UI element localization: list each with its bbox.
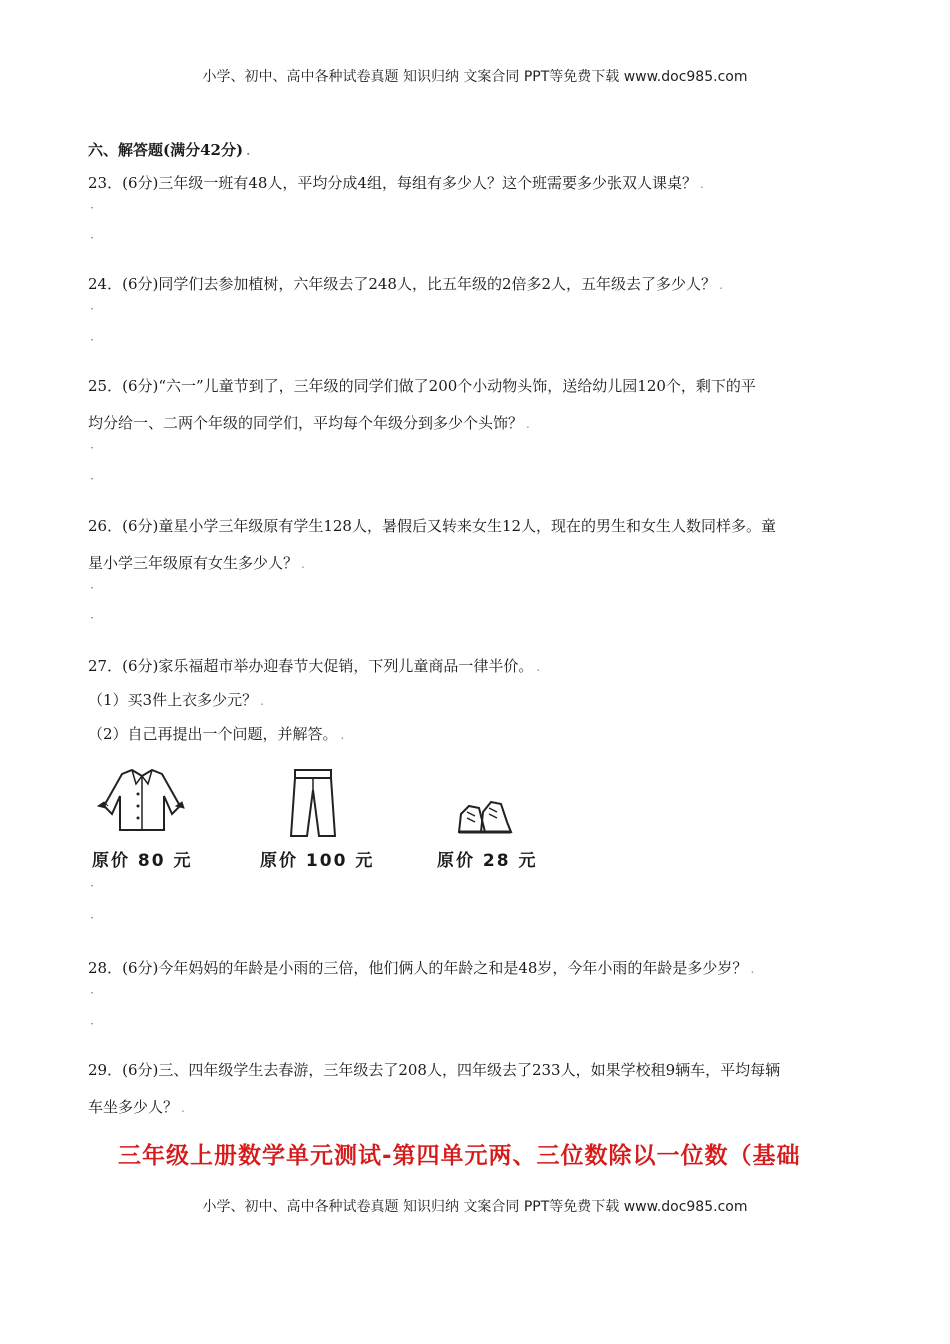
next-unit-title: 三年级上册数学单元测试-第四单元两、三位数除以一位数（基础 xyxy=(118,1143,801,1169)
para-mark: · xyxy=(90,333,94,347)
question-26-line1: 26．(6分)童星小学三年级原有学生128人，暑假后又转来女生12人，现在的男生和女生人数同样多。童 xyxy=(88,517,777,535)
para-mark: · xyxy=(90,911,94,925)
question-25-line2: 均分给一、二两个年级的同学们，平均每个年级分到多少个头饰？ . xyxy=(88,414,530,432)
question-27: 27．(6分)家乐福超市举办迎春节大促销，下列儿童商品一律半价。 . xyxy=(88,657,541,675)
page-header: 小学、初中、高中各种试卷真题 知识归纳 文案合同 PPT等免费下载 www.doc985.com xyxy=(202,69,748,85)
question-24: 24．(6分)同学们去参加植树，六年级去了248人，比五年级的2倍多2人，五年级去了多少人？ . xyxy=(88,275,723,293)
question-27-sub2: （2）自己再提出一个问题，并解答。 . xyxy=(88,725,345,743)
jacket-icon xyxy=(92,766,192,836)
question-28: 28．(6分)今年妈妈的年龄是小雨的三倍，他们俩人的年龄之和是48岁，今年小雨的年龄是多少岁？ . xyxy=(88,959,755,977)
question-29-line1: 29．(6分)三、四年级学生去春游，三年级去了208人，四年级去了233人，如果学校租9辆车，平均每辆 xyxy=(88,1061,781,1079)
para-mark: · xyxy=(90,611,94,625)
para-mark: · xyxy=(90,472,94,486)
pants-icon xyxy=(283,766,343,838)
question-23: 23．(6分)三年级一班有48人，平均分成4组，每组有多少人？这个班需要多少张双人课桌？ . xyxy=(88,174,704,192)
shoes-price: 原价 28 元 xyxy=(437,851,538,871)
para-mark: · xyxy=(90,302,94,316)
para-mark: · xyxy=(90,441,94,455)
page-footer: 小学、初中、高中各种试卷真题 知识归纳 文案合同 PPT等免费下载 www.doc985.com xyxy=(202,1199,748,1215)
pants-price: 原价 100 元 xyxy=(260,851,375,871)
question-25-line1: 25．(6分)“六一”儿童节到了，三年级的同学们做了200个小动物头饰，送给幼儿园120个，剩下的平 xyxy=(88,377,756,395)
para-mark: · xyxy=(90,1017,94,1031)
para-mark: · xyxy=(90,231,94,245)
para-mark: · xyxy=(90,201,94,215)
question-26-line2: 星小学三年级原有女生多少人？ . xyxy=(88,554,305,572)
question-29-line2: 车坐多少人？ . xyxy=(88,1098,185,1116)
question-27-sub1: （1）买3件上衣多少元？ . xyxy=(88,691,264,709)
shoes-icon xyxy=(455,794,515,838)
section-title: 六、解答题(满分42分) . xyxy=(88,141,251,159)
para-mark: · xyxy=(90,879,94,893)
jacket-price: 原价 80 元 xyxy=(92,851,193,871)
para-mark: · xyxy=(90,986,94,1000)
para-mark: · xyxy=(90,581,94,595)
